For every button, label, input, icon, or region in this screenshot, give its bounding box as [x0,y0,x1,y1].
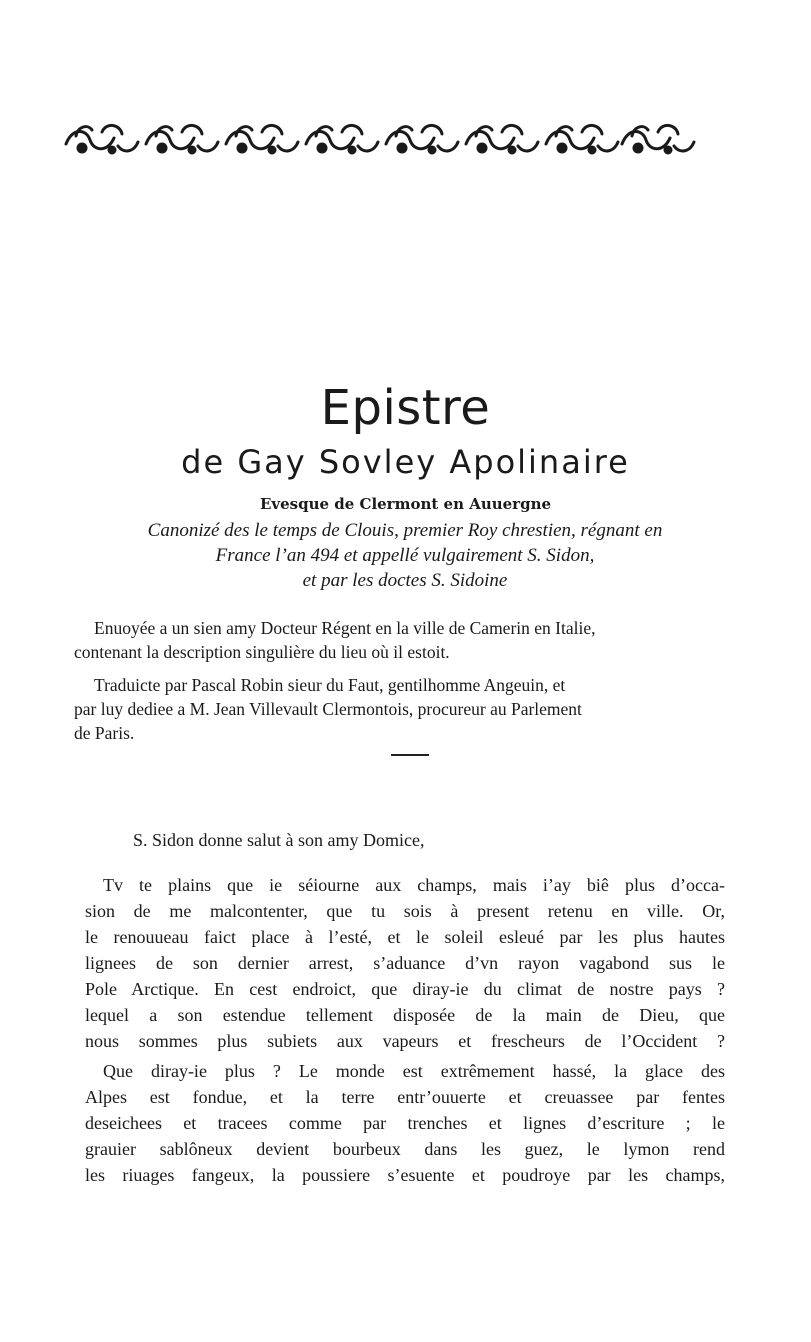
body-line: deseichees et tracees comme par trenches et lignes d’escriture ; le [85,1113,725,1133]
note-line: Enuoyée a un sien amy Docteur Régent en la ville de Camerin en Italie, [94,618,596,638]
body-line: lequel a son estendue tellement disposée de la main de Dieu, que [85,1005,725,1025]
body-line: les riuages fangeux, la poussiere s’esuente et poudroye par les champs, [85,1165,725,1185]
italic-line: France l’an 494 et appellé vulgairement S. Sidon, [215,545,595,566]
decorative-vine-ornament [62,118,698,162]
body-line: nous sommes plus subiets aux vapeurs et frescheurs de l’Occident ? [85,1031,725,1051]
salutation: S. Sidon donne salut à son amy Domice, [133,830,425,850]
note-line: Traduicte par Pascal Robin sieur du Faut, gentilhomme Angeuin, et [94,675,566,695]
body-line: Alpes est fondue, et la terre entr’ouuerte et creuassee par fentes [85,1087,725,1107]
note-line: contenant la description singulière du lieu où il estoit. [74,642,450,662]
note-line: de Paris. [74,723,135,743]
body-line: Que diray-ie plus ? Le monde est extrêmement hassé, la glace des [103,1061,725,1081]
page-subtitle: de Gay Sovley Apolinaire [181,443,630,481]
body-line: sion de me malcontenter, que tu sois à present retenu en ville. Or, [85,901,725,921]
bishop-line: Evesque de Clermont en Auuergne [259,495,552,513]
body-line: Tv te plains que ie séiourne aux champs, mais i’ay biê plus d’occa- [103,875,725,895]
letter-body [85,872,725,1188]
dispatch-note [74,616,726,664]
translation-note [74,673,726,745]
page-title: Epistre [320,380,491,436]
body-line: Pole Arctique. En cest endroict, que diray-ie du climat de nostre pays ? [85,979,725,999]
italic-line: Canonizé des le temps de Clouis, premier Roy chrestien, régnant en [147,520,663,541]
italic-line: et par les doctes S. Sidoine [302,570,508,591]
italic-description [60,518,750,593]
body-line: grauier sablôneux devient bourbeux dans les guez, le lymon rend [85,1139,725,1159]
body-line: lignees de son dernier arrest, s’aduance d’vn rayon vagabond sus le [85,953,725,973]
note-line: par luy dediee a M. Jean Villevault Clermontois, procureur au Parlement [74,699,582,719]
body-line: le renouueau faict place à l’esté, et le soleil esleué par les plus hautes [85,927,725,947]
section-divider [391,754,429,756]
